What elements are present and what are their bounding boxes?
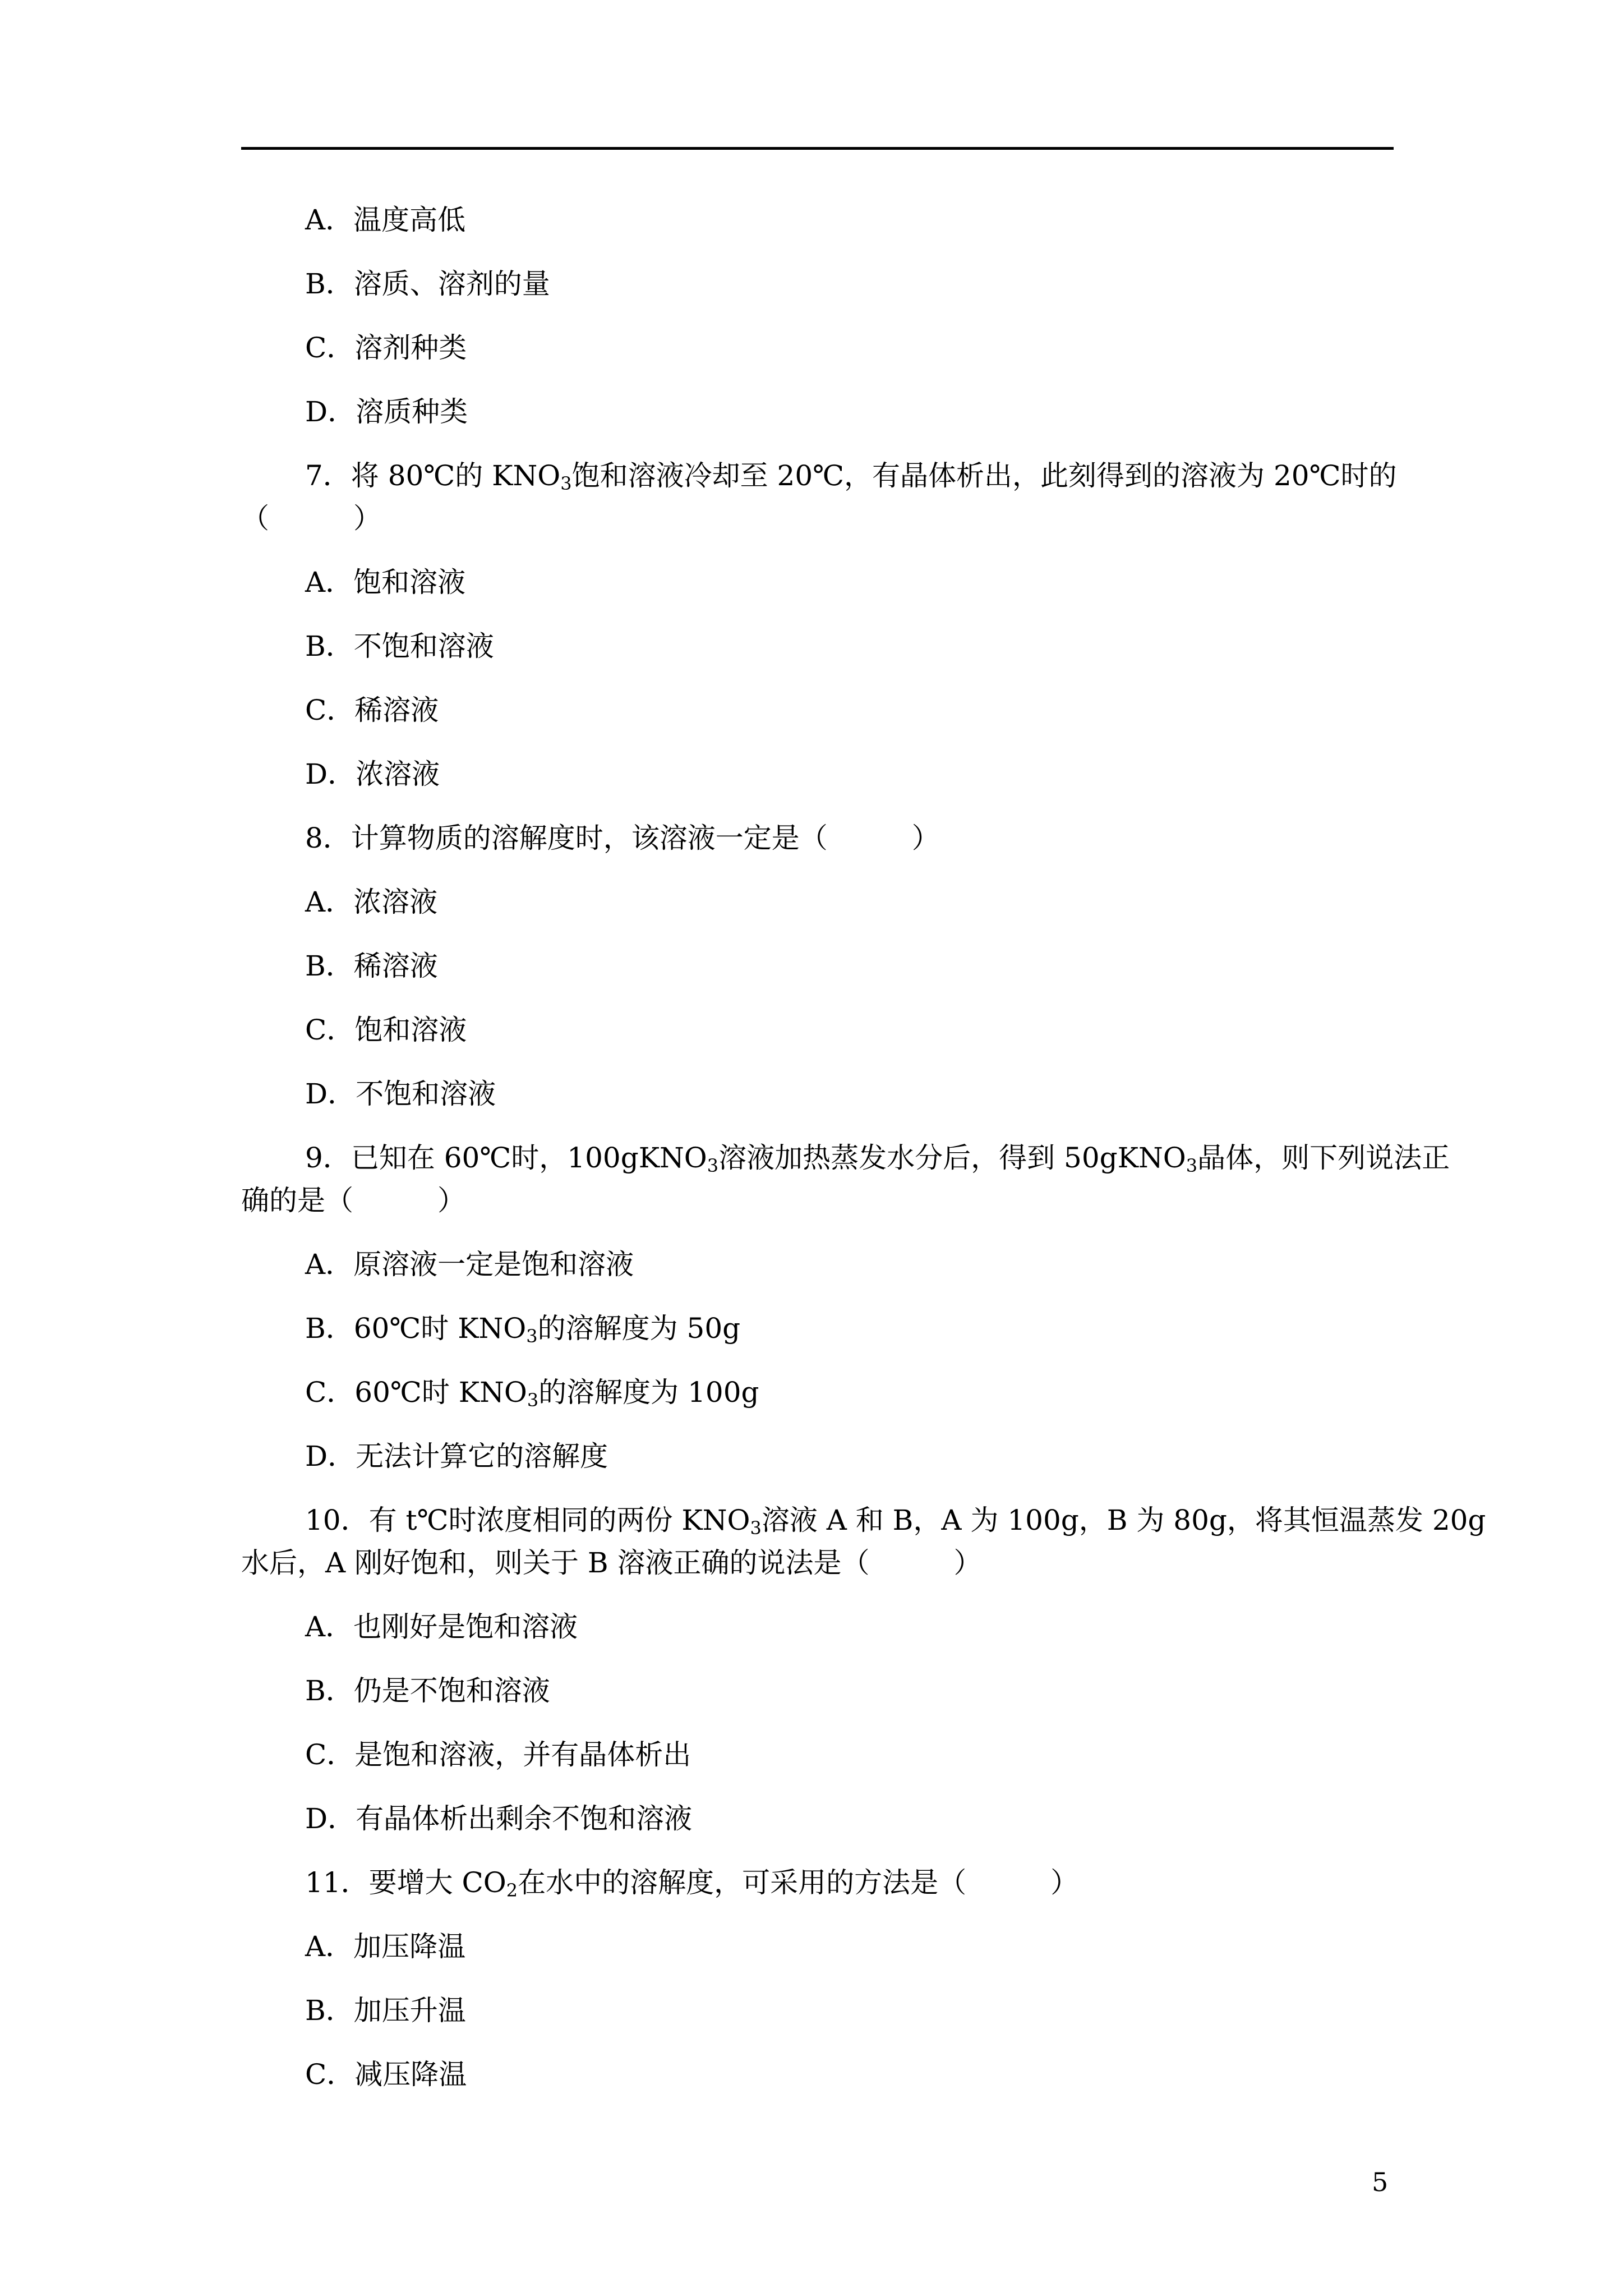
q9-option-c: C．60℃时 $KNO_3$的溶解度为 100g xyxy=(305,1376,759,1411)
q7-option-c: C．稀溶液 xyxy=(305,694,439,726)
q7-option-a: A．饱和溶液 xyxy=(305,566,466,599)
subscript: 3 xyxy=(1186,1155,1198,1176)
option-letter: C． xyxy=(305,332,355,364)
option-text: 溶剂种类 xyxy=(354,332,467,364)
q8-stem: 8．计算物质的溶解度时，该溶液一定是（ ） xyxy=(305,822,940,854)
subscript: 2 xyxy=(506,1880,518,1901)
option-text: 溶质种类 xyxy=(356,395,468,428)
q10-stem-continued: 水后，A 刚好饱和，则关于 B 溶液正确的说法是（ ） xyxy=(241,1547,982,1579)
q6-option-c xyxy=(305,331,467,365)
q8-option-d: D．不饱和溶液 xyxy=(305,1078,496,1110)
q9-stem: 9．已知在 60℃时，100gKNO$_3$溶液加热蒸发水分后，得到 50gKNO$_3$晶体，则下列说法正 xyxy=(305,1142,1450,1176)
q6-option-b xyxy=(305,267,550,301)
q9-option-d: D．无法计算它的溶解度 xyxy=(305,1440,608,1473)
subscript: 3 xyxy=(526,1326,538,1347)
q11-option-b: B．加压升温 xyxy=(305,1994,466,2027)
q7-option-d: D．浓溶液 xyxy=(305,758,440,790)
q6-option-a xyxy=(305,203,465,237)
option-letter: A． xyxy=(305,204,354,236)
q9-stem-continued: 确的是（ ） xyxy=(241,1184,465,1217)
subscript: 3 xyxy=(707,1155,719,1176)
option-letter: B． xyxy=(305,268,354,300)
q10-option-b: B．仍是不饱和溶液 xyxy=(305,1674,550,1707)
subscript: 3 xyxy=(750,1517,762,1539)
q10-stem: 10．有 t℃时浓度相同的两份 $KNO_3$溶液 A 和 B，A 为 100g，B 为 80g，将其恒温蒸发 20g xyxy=(305,1504,1486,1539)
q7-stem-continued: （ ） xyxy=(241,502,381,535)
q11-option-a: A．加压降温 xyxy=(305,1930,466,1963)
q9-option-b: B．60℃时 $KNO_3$的溶解度为 50g xyxy=(305,1312,741,1347)
option-letter: D． xyxy=(305,395,356,428)
page-number: 5 xyxy=(1372,2167,1389,2197)
q10-option-a: A．也刚好是饱和溶液 xyxy=(305,1611,578,1643)
q8-option-c: C．饱和溶液 xyxy=(305,1014,467,1046)
option-text: 温度高低 xyxy=(353,204,466,236)
q7-option-b: B．不饱和溶液 xyxy=(305,630,494,662)
subscript: 3 xyxy=(527,1389,539,1411)
q9-option-a: A．原溶液一定是饱和溶液 xyxy=(305,1248,634,1281)
q10-option-c: C．是饱和溶液，并有晶体析出 xyxy=(305,1738,691,1771)
subscript: 3 xyxy=(560,473,572,494)
q11-stem: 11．要增大 $CO_2$在水中的溶解度，可采用的方法是（ ） xyxy=(305,1866,1079,1901)
option-text: 溶质、溶剂的量 xyxy=(353,268,550,300)
q8-option-b: B．稀溶液 xyxy=(305,950,438,982)
q7-stem: 7．将 80℃的 $KNO_3$饱和溶液冷却至 20℃，有晶体析出，此刻得到的溶液为 20℃时的 xyxy=(305,459,1397,494)
q8-option-a: A．浓溶液 xyxy=(305,886,438,918)
q6-option-d xyxy=(305,395,468,429)
q11-option-c: C．减压降温 xyxy=(305,2058,467,2091)
q10-option-d: D．有晶体析出剩余不饱和溶液 xyxy=(305,1802,693,1835)
